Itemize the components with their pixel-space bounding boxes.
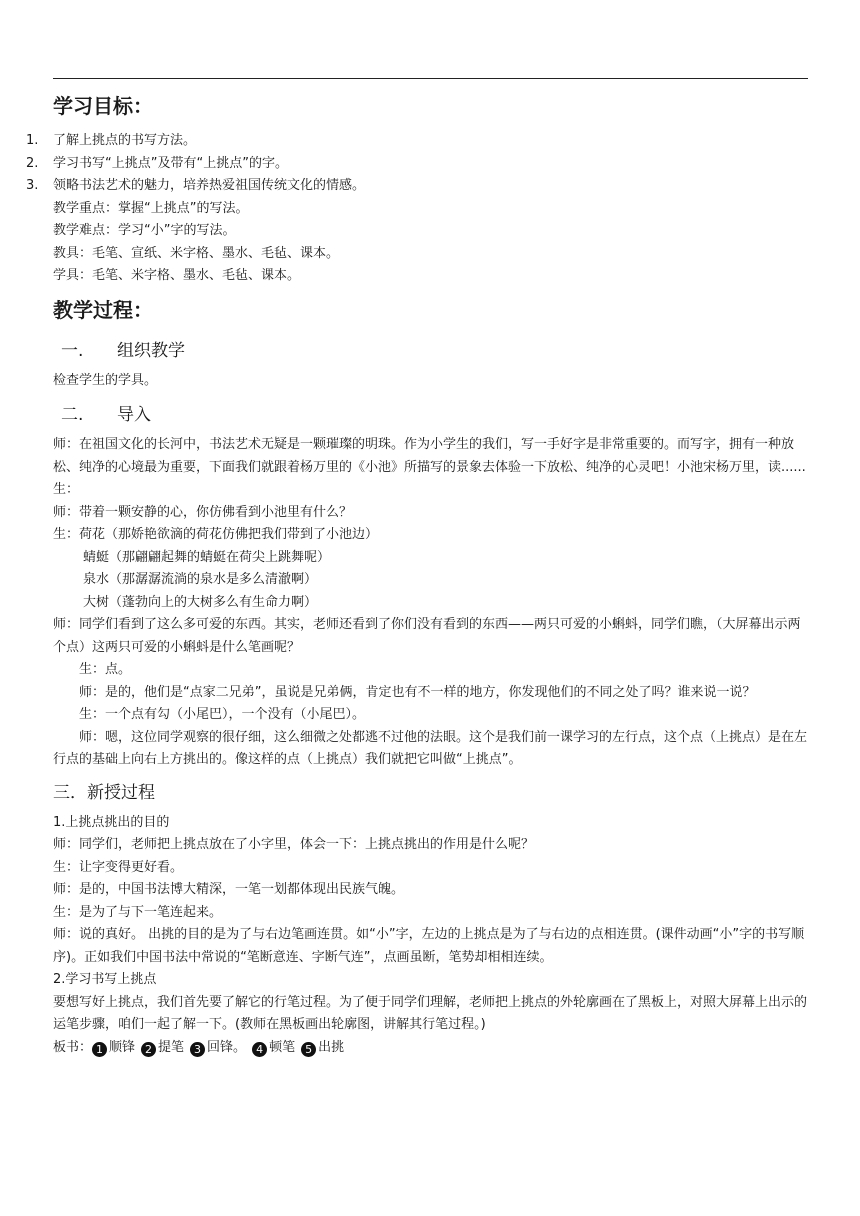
list-number: 2.	[26, 155, 39, 171]
step-text: 顿笔	[269, 1039, 296, 1055]
step-number-icon: 5	[301, 1042, 316, 1057]
list-number: 3.	[26, 178, 39, 193]
paragraph: 泉水（那潺潺流淌的泉水是多么清澈啊）	[83, 572, 318, 587]
process-heading: 教学过程：	[53, 297, 153, 322]
board-steps	[53, 1037, 813, 1060]
step-text: 顺锋	[109, 1039, 136, 1055]
goals-list	[26, 130, 813, 198]
teacher-tools: 教具：毛笔、宣纸、米字格、墨水、毛毡、课本。	[53, 245, 340, 261]
paragraph: 师：同学们看到了这么多可爱的东西。其实，老师还看到了你们没有看到的东西——两只可爱的小蝌蚪，同学们瞧，（大屏幕出示两个点）这两只可爱的小蝌蚪是什么笔画呢？	[53, 617, 801, 655]
list-number: 1.	[26, 133, 39, 148]
paragraph: 师：在祖国文化的长河中，书法艺术无疑是一颗璀璨的明珠。作为小学生的我们，写一手好字是非常重要的。而写字，拥有一种放松、纯净的心境最为重要，下面我们就跟着杨万里的《小池》所描写的景象去体验一下放松、纯净的心灵吧！小池宋杨万里，读......	[53, 437, 806, 475]
step-item	[92, 1040, 135, 1055]
paragraph: 检查学生的学具。	[53, 372, 158, 388]
paragraph: 生：点。	[79, 662, 132, 677]
paragraph: 生：让字变得更好看。	[53, 859, 184, 875]
section-title: 导入	[117, 405, 151, 425]
step-item	[252, 1040, 295, 1055]
paragraph: 蜻蜓（那翩翩起舞的蜻蜓在荷尖上跳舞呢）	[83, 549, 331, 565]
step-number-icon: 4	[252, 1042, 267, 1057]
difficulty: 教学难点：学习“小”字的写法。	[53, 223, 236, 238]
step-number-icon: 3	[190, 1042, 205, 1057]
paragraph: 师：说的真好。 出挑的目的是为了与右边笔画连贯。如“小”字，左边的上挑点是为了与右边的点相连贯。(课件动画“小”字的书写顺序)。正如我们中国书法中常说的“笔断意连、字断气连”，点画虽断，笔势却相相连续。	[53, 927, 805, 965]
list-item	[26, 130, 813, 153]
paragraph: 师：是的，中国书法博大精深，一笔一划都体现出民族气魄。	[53, 882, 405, 897]
step-text: 出挑	[318, 1039, 345, 1055]
student-tools: 学具：毛笔、米字格、墨水、毛毡、课本。	[53, 268, 301, 283]
list-item	[26, 175, 813, 198]
paragraph: 师：带着一颗安静的心，你仿佛看到小池里有什么？	[53, 504, 353, 520]
section-title: 组织教学	[117, 340, 185, 361]
section-number: 二.	[61, 405, 84, 425]
step-item	[301, 1040, 344, 1055]
subheading: 2.学习书写上挑点	[53, 972, 157, 987]
paragraph: 师：同学们，老师把上挑点放在了小字里，体会一下：上挑点挑出的作用是什么呢？	[53, 837, 535, 852]
paragraph: 师：嗯，这位同学观察的很仔细，这么细微之处都逃不过他的法眼。这个是我们前一课学习的左行点，这个点（上挑点）是在左行点的基础上向右上方挑出的。像这样的点（上挑点）我们就把它叫做“上挑点”。	[53, 729, 808, 767]
step-item	[190, 1040, 246, 1055]
list-text: 领略书法艺术的魅力，培养热爱祖国传统文化的情感。	[53, 178, 366, 193]
section-3-heading: 三．新授过程	[53, 782, 155, 803]
document-body	[26, 84, 813, 1059]
board-label: 板书：	[53, 1039, 93, 1055]
paragraph: 生：荷花（那娇艳欲滴的荷花仿佛把我们带到了小池边）	[53, 527, 379, 542]
paragraph: 要想写好上挑点，我们首先要了解它的行笔过程。为了便于同学们理解，老师把上挑点的外轮廓画在了黑板上，对照大屏幕上出示的运笔步骤，咱们一起了解一下。(教师在黑板画出轮廓图，讲解其行笔过程。)	[53, 994, 808, 1032]
goals-heading: 学习目标：	[53, 94, 153, 118]
section-1-heading	[53, 336, 813, 366]
paragraph: 生：一个点有勾（小尾巴），一个没有（小尾巴）。	[79, 707, 366, 722]
paragraph: 生：是为了与下一笔连起来。	[53, 904, 223, 920]
paragraph: 生：	[53, 482, 80, 497]
subheading: 1.上挑点挑出的目的	[53, 814, 170, 830]
top-rule	[53, 78, 808, 79]
step-text: 回锋。	[207, 1039, 247, 1055]
step-number-icon: 2	[141, 1042, 156, 1057]
list-item	[26, 153, 813, 176]
paragraph: 大树（蓬勃向上的大树多么有生命力啊）	[83, 594, 318, 610]
list-text: 学习书写“上挑点”及带有“上挑点”的字。	[53, 155, 288, 171]
step-item	[141, 1040, 184, 1055]
paragraph: 师：是的，他们是“点家二兄弟”，虽说是兄弟俩，肯定也有不一样的地方，你发现他们的不同之处了吗？谁来说一说？	[79, 684, 756, 700]
list-text: 了解上挑点的书写方法。	[53, 133, 197, 148]
step-number-icon: 1	[92, 1042, 107, 1057]
key-point: 教学重点：掌握“上挑点”的写法。	[53, 200, 249, 216]
section-2-heading	[53, 400, 813, 430]
section-number: 一.	[61, 340, 84, 361]
step-text: 提笔	[158, 1039, 185, 1055]
